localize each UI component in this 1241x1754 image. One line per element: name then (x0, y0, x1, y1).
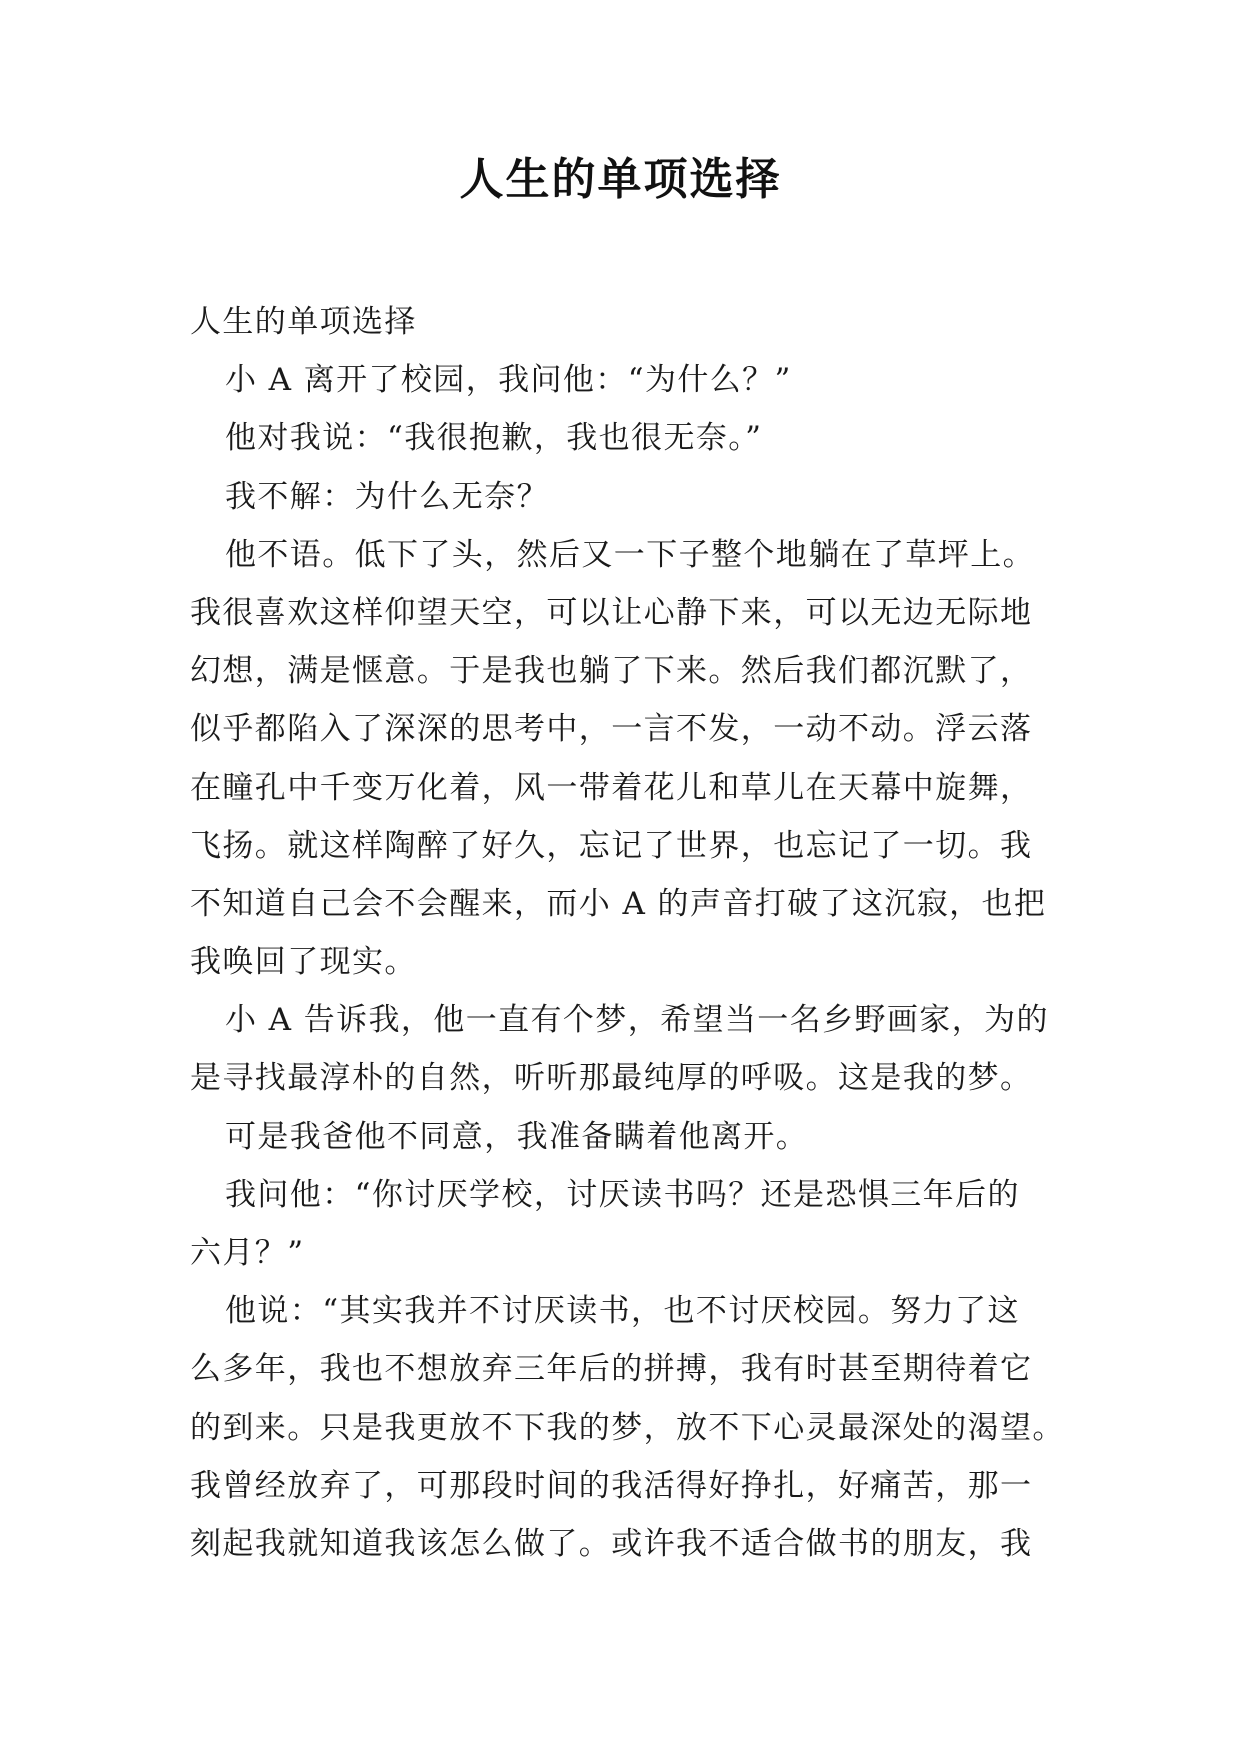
text-line: 在瞳孔中千变万化着，风一带着花儿和草儿在天幕中旋舞， (190, 769, 1033, 806)
document-body (190, 293, 1070, 1573)
text-line: 么多年，我也不想放弃三年后的拼搏，我有时甚至期待着它 (190, 1351, 1033, 1388)
text-line: 似乎都陷入了深深的思考中，一言不发，一动不动。浮云落 (190, 711, 1033, 748)
text-line: 我问他：“你讨厌学校，讨厌读书吗？还是恐惧三年后的 (225, 1176, 1020, 1213)
text-line: 我唤回了现实。 (190, 944, 417, 981)
text-line: 可是我爸他不同意，我准备瞒着他离开。 (225, 1118, 809, 1155)
text-line: 他不语。低下了头，然后又一下子整个地躺在了草坪上。 (225, 536, 1035, 573)
text-line: 我不解：为什么无奈？ (225, 478, 549, 515)
text-line: 刻起我就知道我该怎么做了。或许我不适合做书的朋友，我 (190, 1525, 1033, 1562)
document-title: 人生的单项选择 (459, 154, 782, 205)
text-line: 是寻找最淳朴的自然，听听那最纯厚的呼吸。这是我的梦。 (190, 1060, 1033, 1097)
text-line: 他说：“其实我并不讨厌读书，也不讨厌校园。努力了这 (225, 1293, 1020, 1330)
text-line: 我曾经放弃了，可那段时间的我活得好挣扎，好痛苦，那一 (190, 1467, 1033, 1504)
text-line: 小 A 离开了校园，我问他：“为什么？” (225, 362, 792, 399)
text-line: 人生的单项选择 (190, 304, 417, 340)
text-line: 的到来。只是我更放不下我的梦，放不下心灵最深处的渴望。 (190, 1409, 1065, 1446)
text-line: 不知道自己会不会醒来，而小 A 的声音打破了这沉寂，也把 (190, 885, 1047, 922)
text-line: 小 A 告诉我，他一直有个梦，希望当一名乡野画家，为的 (225, 1002, 1049, 1039)
text-line: 幻想，满是惬意。于是我也躺了下来。然后我们都沉默了， (190, 653, 1033, 690)
text-line: 他对我说：“我很抱歉，我也很无奈。” (225, 420, 763, 457)
text-line: 飞扬。就这样陶醉了好久，忘记了世界，也忘记了一切。我 (190, 827, 1033, 864)
text-line: 我很喜欢这样仰望天空，可以让心静下来，可以无边无际地 (190, 594, 1033, 631)
text-line: 六月？” (190, 1235, 305, 1271)
